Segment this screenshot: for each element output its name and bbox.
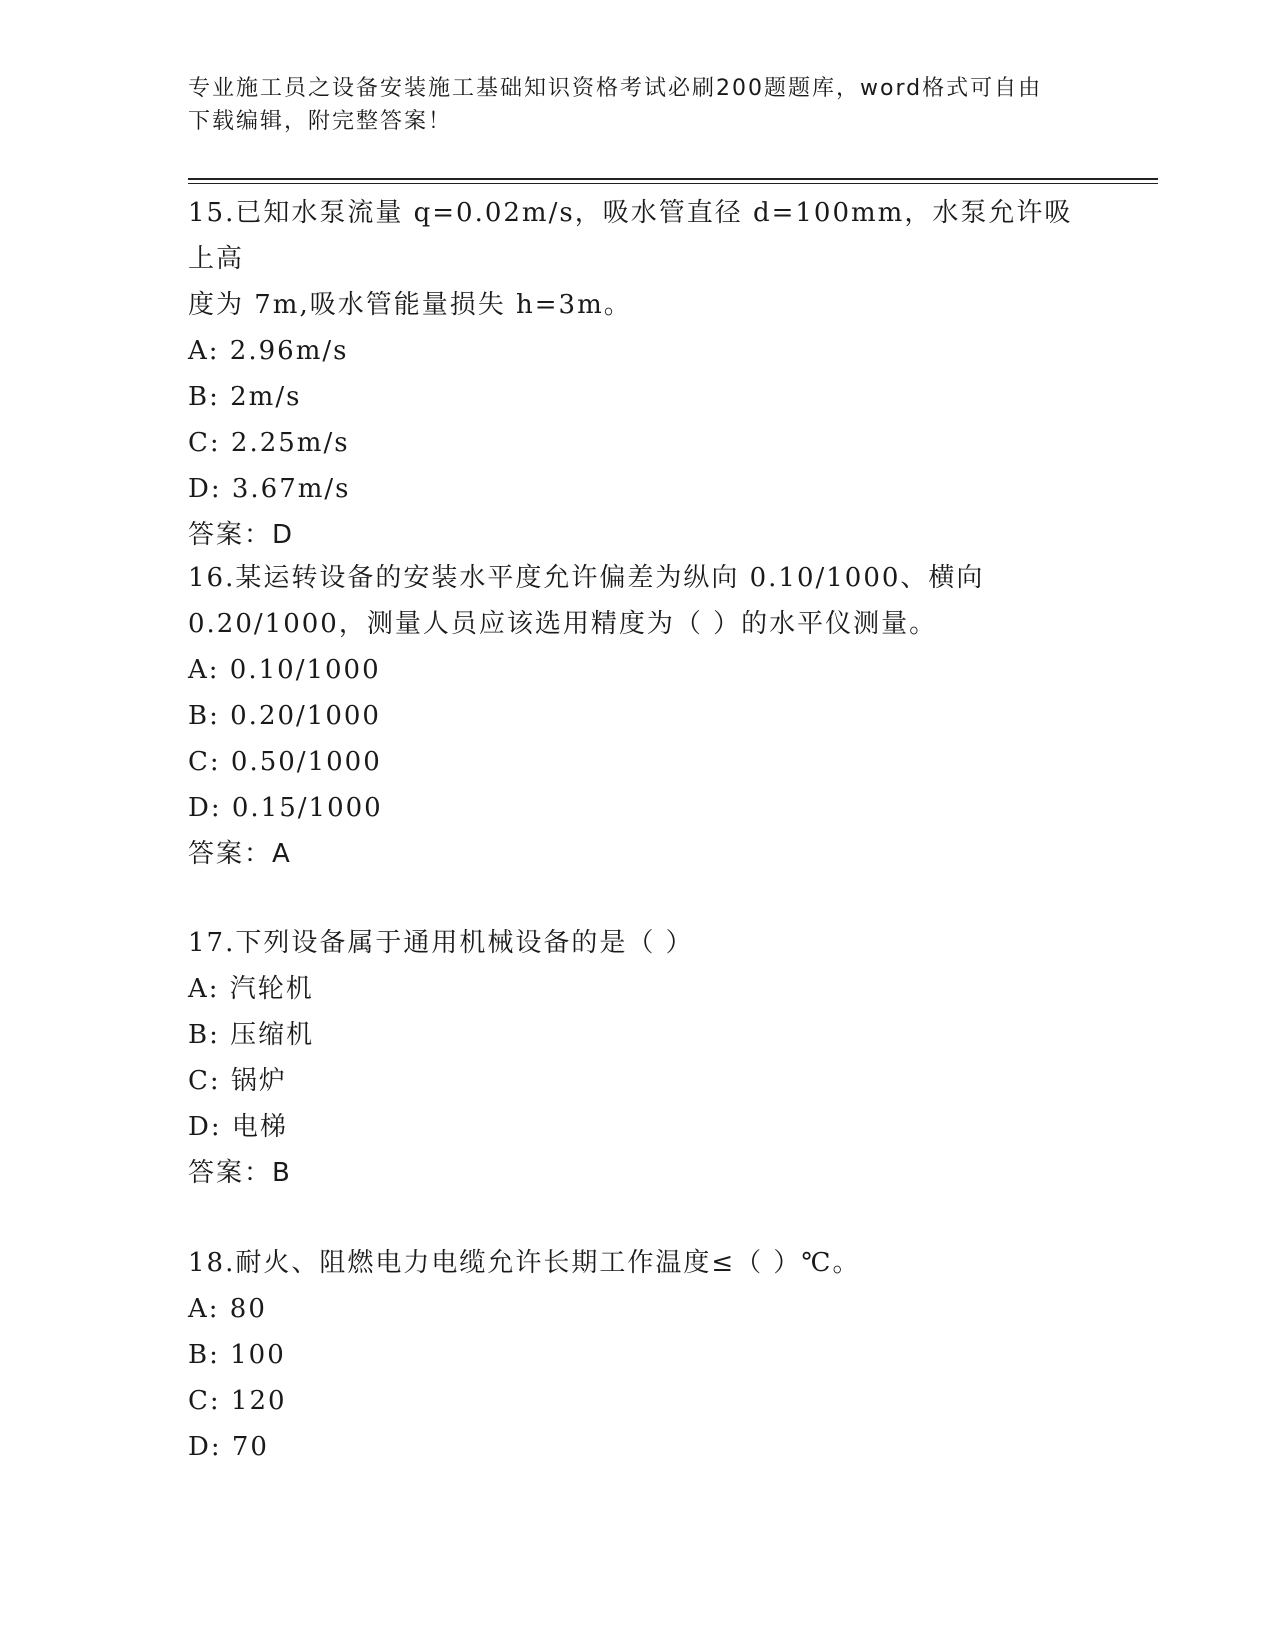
option-d: D: 电梯 [188, 1112, 288, 1142]
question-18 [188, 1240, 1088, 1470]
option-d: D: 3.67m/s [188, 474, 351, 504]
option-d: D: 0.15/1000 [188, 793, 383, 823]
option-b: B: 0.20/1000 [188, 701, 381, 731]
option-c: C: 0.50/1000 [188, 747, 382, 777]
answer-line: 答案：D [188, 520, 295, 550]
option-c: C: 2.25m/s [188, 428, 350, 458]
option-b: B: 2m/s [188, 382, 302, 412]
answer-line: 答案：B [188, 1158, 292, 1188]
header-line-2: 下载编辑，附完整答案！ [188, 109, 453, 134]
question-stem: 15.已知水泵流量 q=0.02m/s，吸水管直径 d=100mm，水泵允许吸上高 [188, 198, 1073, 274]
option-b: B: 100 [188, 1340, 286, 1370]
option-b: B: 压缩机 [188, 1020, 315, 1050]
question-17 [188, 920, 1088, 1196]
header-line-1: 专业施工员之设备安装施工基础知识资格考试必刷200题题库，word格式可自由 [188, 76, 1043, 101]
question-stem: 16.某运转设备的安装水平度允许偏差为纵向 0.10/1000、横向 [188, 563, 985, 593]
option-c: C: 锅炉 [188, 1066, 287, 1096]
option-a: A: 80 [188, 1294, 267, 1324]
option-a: A: 0.10/1000 [188, 655, 381, 685]
header-divider-thick [188, 178, 1158, 180]
answer-line: 答案：A [188, 839, 292, 869]
question-stem: 17.下列设备属于通用机械设备的是（ ） [188, 928, 694, 958]
header-divider-thin [188, 183, 1158, 184]
document-header [188, 72, 1088, 138]
question-16 [188, 555, 1088, 877]
option-d: D: 70 [188, 1432, 269, 1462]
question-15 [188, 190, 1088, 558]
option-a: A: 汽轮机 [188, 974, 314, 1004]
option-a: A: 2.96m/s [188, 336, 349, 366]
option-c: C: 120 [188, 1386, 287, 1416]
question-stem: 度为 7m,吸水管能量损失 h=3m。 [188, 290, 632, 320]
question-stem: 0.20/1000，测量人员应该选用精度为（ ）的水平仪测量。 [188, 609, 938, 639]
question-stem: 18.耐火、阻燃电力电缆允许长期工作温度≤（ ）℃。 [188, 1248, 861, 1278]
